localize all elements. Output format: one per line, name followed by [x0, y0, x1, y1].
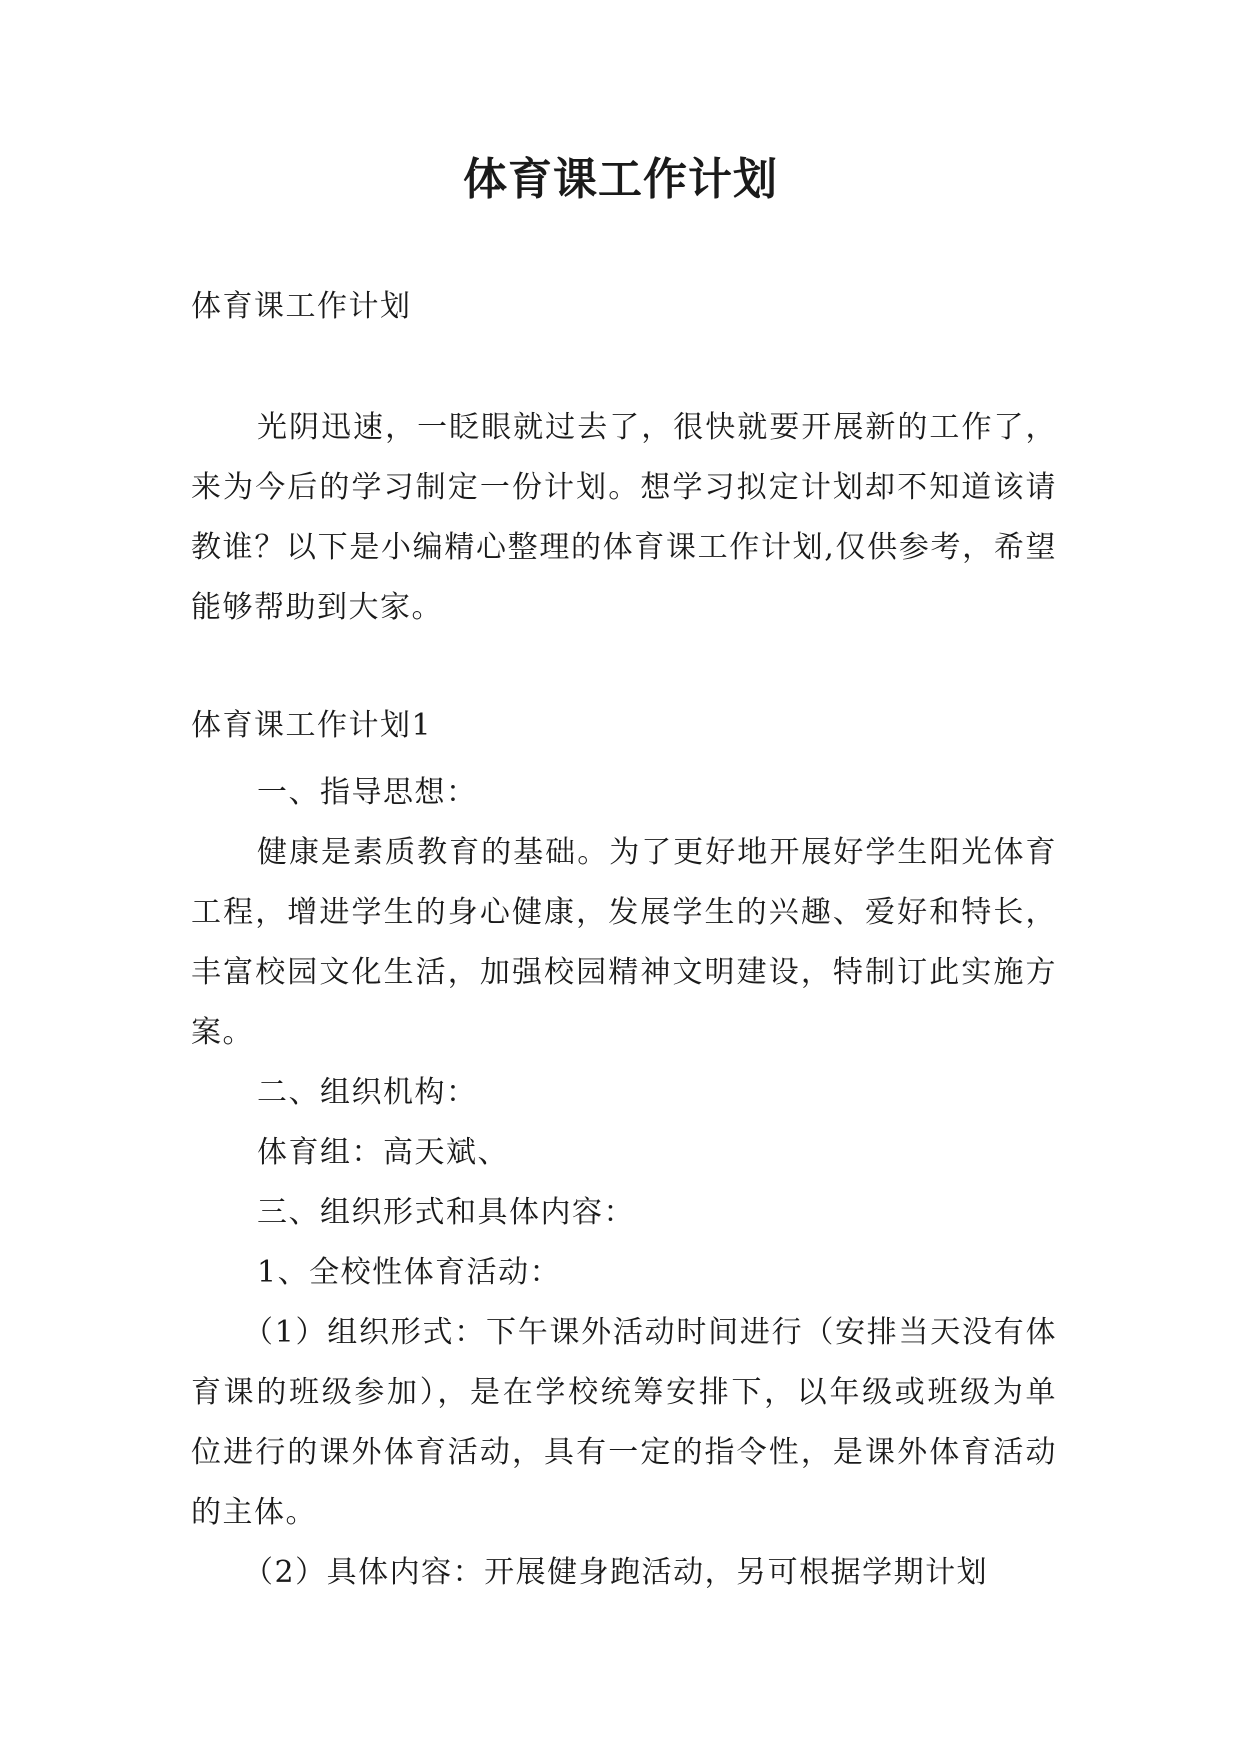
heading-guiding-thought: 一、指导思想： — [257, 775, 478, 810]
document-subtitle: 体育课工作计划 — [191, 289, 412, 324]
paragraph-guiding-thought: 健康是素质教育的基础。为了更好地开展好学生阳光体育工程，增进学生的身心健康，发展学生的兴趣、爱好和特长，丰富校园文化生活，加强校园精神文明建设，特制订此实施方案。 — [191, 835, 1057, 1050]
heading-school-activities: 1、全校性体育活动： — [257, 1255, 562, 1290]
paragraph-form: （1）组织形式：下午课外活动时间进行（安排当天没有体育课的班级参加），是在学校统筹安排下，以年级或班级为单位进行的课外体育活动，具有一定的指令性，是课外体育活动的主体。 — [191, 1315, 1057, 1530]
paragraph-organization: 体育组：高天斌、 — [257, 1135, 509, 1170]
section-title: 体育课工作计划1 — [191, 708, 433, 743]
heading-form-content: 三、组织形式和具体内容： — [257, 1195, 635, 1230]
heading-organization: 二、组织机构： — [257, 1075, 478, 1110]
paragraph-content: （2）具体内容：开展健身跑活动，另可根据学期计划 — [243, 1555, 989, 1590]
document-body — [191, 287, 1057, 1603]
document-title: 体育课工作计划 — [463, 154, 778, 205]
intro-paragraph: 光阴迅速，一眨眼就过去了，很快就要开展新的工作了，来为今后的学习制定一份计划。想学习拟定计划却不知道该请教谁？以下是小编精心整理的体育课工作计划,仅供参考，希望能够帮助到大家。 — [191, 410, 1057, 625]
